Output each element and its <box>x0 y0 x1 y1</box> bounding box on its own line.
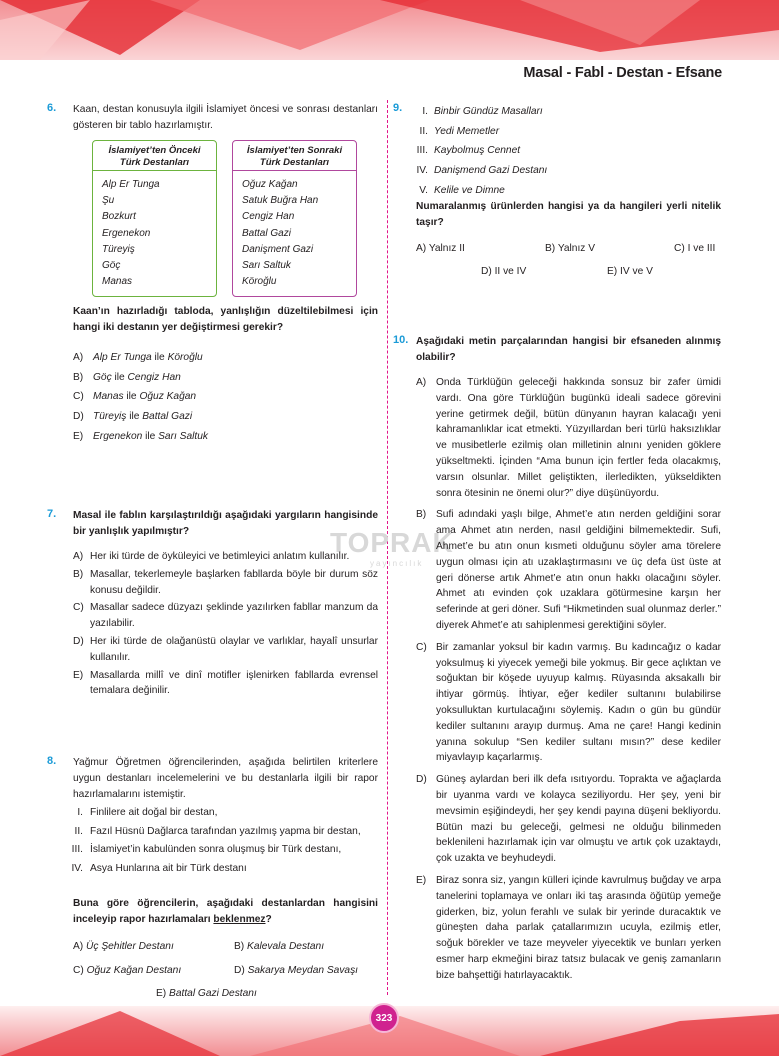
question-8-question: Buna göre öğrencilerin, aşağıdaki destanlardan hangisini inceleyip rapor hazırlamaları beklenmez? <box>73 898 378 925</box>
list-item: Ergenekon <box>102 227 151 239</box>
option-b[interactable]: B) Göç ile Cengiz Han <box>73 371 181 383</box>
option-d[interactable]: D) Türeyiş ile Battal Gazi <box>73 411 193 423</box>
question-6-number: 6. <box>47 102 57 114</box>
question-9-number: 9. <box>393 102 403 114</box>
question-6-options <box>73 348 373 447</box>
option-d[interactable]: D) Her iki türde de olağanüstü olaylar ve varlıklar, hayalî unsurlar kullanılır. <box>73 635 378 663</box>
question-8-number: 8. <box>47 755 57 767</box>
watermark-logo: TOPRAK <box>330 527 454 558</box>
option-b[interactable]: B) Kalevala Destanı <box>234 941 325 952</box>
option-d[interactable]: D) II ve IV <box>481 266 527 277</box>
header-decoration <box>0 0 779 60</box>
list-item: III. Kaybolmuş Cennet <box>416 145 521 157</box>
question-10-options <box>416 375 721 983</box>
option-a[interactable]: A) Alp Er Tunga ile Köroğlu <box>73 352 203 363</box>
list-item: Bozkurt <box>102 211 136 223</box>
box1-title-line1: İslamiyet’ten Önceki <box>108 145 201 156</box>
question-8-criteria <box>66 805 378 877</box>
question-6-question: Kaan’ın hazırladığı tabloda, yanlışlığın düzeltilebilmesi için hangi iki destanın yer değiştirmesi gerekir? <box>73 306 378 333</box>
option-c[interactable]: C) Oğuz Kağan Destanı <box>73 965 182 976</box>
list-item: Satuk Buğra Han <box>242 195 319 207</box>
list-item: V. Kelile ve Dimne <box>419 184 505 196</box>
page-header-title: Masal - Fabl - Destan - Efsane <box>523 65 722 81</box>
option-e[interactable]: E) IV ve V <box>607 266 653 277</box>
list-item: Göç <box>102 260 121 272</box>
option-a[interactable]: A) Onda Türklüğün geleceği hakkında sonsuz bir zafer ümidi vardı. Ona göre Türklüğün bugünkü ideali sadece görevini yerine getirmek değil, bütün dünyanın hayran kalacağı yeni kahramanlıklar icat etmekti. Yüzyıllardan beri türlü haksızlıklar ve musibetlerle ezilmiş olan milletinin alnını yeniden göklere yükseltmekti. İçinden “Ama bunun için fertler feda olacakmış, varsın olsunlar. Millet geliştikten, ilerledikten, yükseldikten sonra ötesinin ne önemi olur?” diye düşünüyordu. <box>416 377 721 499</box>
question-9-question: Numaralanmış ürünlerden hangisi ya da hangileri yerli nitelik taşır? <box>416 201 721 228</box>
list-item: Sarı Saltuk <box>242 260 291 272</box>
question-9-items <box>410 102 720 201</box>
box2-list <box>233 171 356 290</box>
option-c[interactable]: C) Bir zamanlar yoksul bir kadın varmış. Bu kadıncağız o kadar yoksulmuş ki yiyecek yemeği bile yokmuş. Bir gece açlıktan ve soğuktan bir köşede uyuyup kalmış. Rüyasında aksakallı bir ihtiyar görmüş. İhtiyar, eğer kediler sultanını bulabilirse yoksulluktan kurtulacağını söylemiş. Kadın o gün bu gündür kediler sultanını arayıp durmuş. Ama ne çare! Hangi kedinin yanına sokulup “Sen kediler sultanı mısın?” dese kediler miyavlayıp kaçarlarmış. <box>416 641 721 764</box>
question-7-question: Masal ile fablın karşılaştırıldığı aşağıdaki yargıların hangisinde bir yanlışlık yapılmıştır? <box>73 510 378 537</box>
option-e[interactable]: E) Battal Gazi Destanı <box>156 988 257 999</box>
list-item: II. Yedi Memetler <box>419 125 500 137</box>
list-item: IV. Danişmend Gazi Destanı <box>416 165 548 177</box>
list-item: Türeyiş <box>102 243 135 255</box>
list-item: III. İslamiyet’in kabulünden sonra oluşmuş bir Türk destanı, <box>71 844 342 856</box>
box2-title-line1: İslamiyet’ten Sonraki <box>246 145 343 156</box>
table-post-islamic-epics <box>232 140 357 297</box>
box2-title-line2: Türk Destanları <box>259 157 330 168</box>
option-d[interactable]: D) Güneş aylardan beri ilk defa ısıtıyordu. Toprakta ve ağaçlarda bir uyanma vardı ve kolayca seziliyordu. Her şey, yeni bir mevsimin eşiğindeydi, her şey kendi payına düşeni bekliyordu. Bütün mazi bu geleceği, gelmesi ne olduğu bilinmeden beklenileni hazırlamak için var olmuştu ve artık çok uzaktaydı, çok uzakta ve beyhudeydi. <box>416 774 721 865</box>
list-item: Manas <box>102 276 133 288</box>
question-8-stem: Yağmur Öğretmen öğrencilerinden, aşağıda belirtilen kriterlere uygun destanları incelemelerini ve bu destanlarla ilgili bir rapor hazırlamalarını istemiştir. <box>73 757 378 800</box>
list-item: Battal Gazi <box>242 227 291 239</box>
list-item: Oğuz Kağan <box>242 179 298 190</box>
list-item: Cengiz Han <box>242 211 295 223</box>
list-item: I. Binbir Gündüz Masalları <box>422 106 543 117</box>
box1-title-line2: Türk Destanları <box>119 157 190 168</box>
list-item: Şu <box>102 195 115 207</box>
option-c[interactable]: C) Masallar sadece düzyazı şeklinde yazılırken fabllar manzum da yazılabilir. <box>73 602 378 630</box>
page-number-badge: 323 <box>369 1003 399 1033</box>
list-item: Danişment Gazi <box>242 243 314 255</box>
option-a[interactable]: A) Üç Şehitler Destanı <box>73 941 174 952</box>
box1-list <box>93 171 216 290</box>
list-item: II. Fazıl Hüsnü Dağlarca tarafından yazılmış yapma bir destan, <box>74 825 361 837</box>
option-e[interactable]: E) Masallarda millî ve dinî motifler işlenirken fabllarda evrensel temalara değinilir. <box>73 669 378 697</box>
option-b[interactable]: B) Yalnız V <box>545 243 596 254</box>
list-item: Köroğlu <box>242 276 277 288</box>
option-e[interactable]: E) Biraz sonra siz, yangın külleri içinde kavrulmuş buğday ve arpa tanelerini toplamaya ve onları iki taş arasında öğütüp yemeğe giderken, biz, yolun ferahlı ve sulak bir yerinde duracaktık ve güneşten daha parlak çatallarımızın ucuyla, ezilmiş etler, soğuk börekler ve taze meyveler yiyecektik ve bunları yerken esmer harp ekmeğini biraz tatsız bulacak ve geniş zamanların bize bahşettiği hatırlayacaktık. <box>416 874 721 981</box>
table-pre-islamic-epics <box>92 140 217 297</box>
list-item: IV. Asya Hunlarına ait bir Türk destanı <box>71 862 247 874</box>
option-c[interactable]: C) I ve III <box>674 243 716 254</box>
question-10-number: 10. <box>393 334 409 346</box>
list-item: I. Finlilere ait doğal bir destan, <box>77 807 218 818</box>
watermark-sub: yayıncılık <box>370 559 424 568</box>
question-6-stem: Kaan, destan konusuyla ilgili İslamiyet öncesi ve sonrası destanları gösteren bir tablo hazırlamıştır. <box>73 104 378 131</box>
option-b[interactable]: B) Sufi adındaki yaşlı bilge, Ahmet’e atın nerden geldiğini sorar ama Ahmet atın nerden, nasıl geldiğini bilmemektedir. Sufi, Ahmet’e bu atın onun kısmeti olduğunu söyler ama törelere uygun olması için atı uzaklaştırmasını ve üç defa üst üste at geri dönerse artık Ahmet’e atın onun hakkı olacağını söyler. Ahmet atı evinden çok uzaklara götürmesine karşın her seferinde at geri döner. Sufi “Hikmetinden sual olunmaz derler.” diyerek Ahmet’e atı sahiplenmesi gerektiğini söyler. <box>416 509 721 631</box>
question-7-number: 7. <box>47 508 57 520</box>
option-b[interactable]: B) Masallar, tekerlemeyle başlarken fabllarda böyle bir durum söz konusu değildir. <box>73 568 378 596</box>
option-a[interactable]: A) Yalnız II <box>416 243 465 254</box>
option-c[interactable]: C) Manas ile Oğuz Kağan <box>73 391 197 403</box>
option-e[interactable]: E) Ergenekon ile Sarı Saltuk <box>73 430 208 442</box>
question-7-options <box>73 549 378 699</box>
list-item: Alp Er Tunga <box>102 179 160 190</box>
option-a[interactable]: A) Her iki türde de öyküleyici ve betimleyici anlatım kullanılır. <box>73 551 350 562</box>
question-10-question: Aşağıdaki metin parçalarından hangisi bir efsaneden alınmış olabilir? <box>416 336 721 363</box>
option-d[interactable]: D) Sakarya Meydan Savaşı <box>234 965 359 976</box>
